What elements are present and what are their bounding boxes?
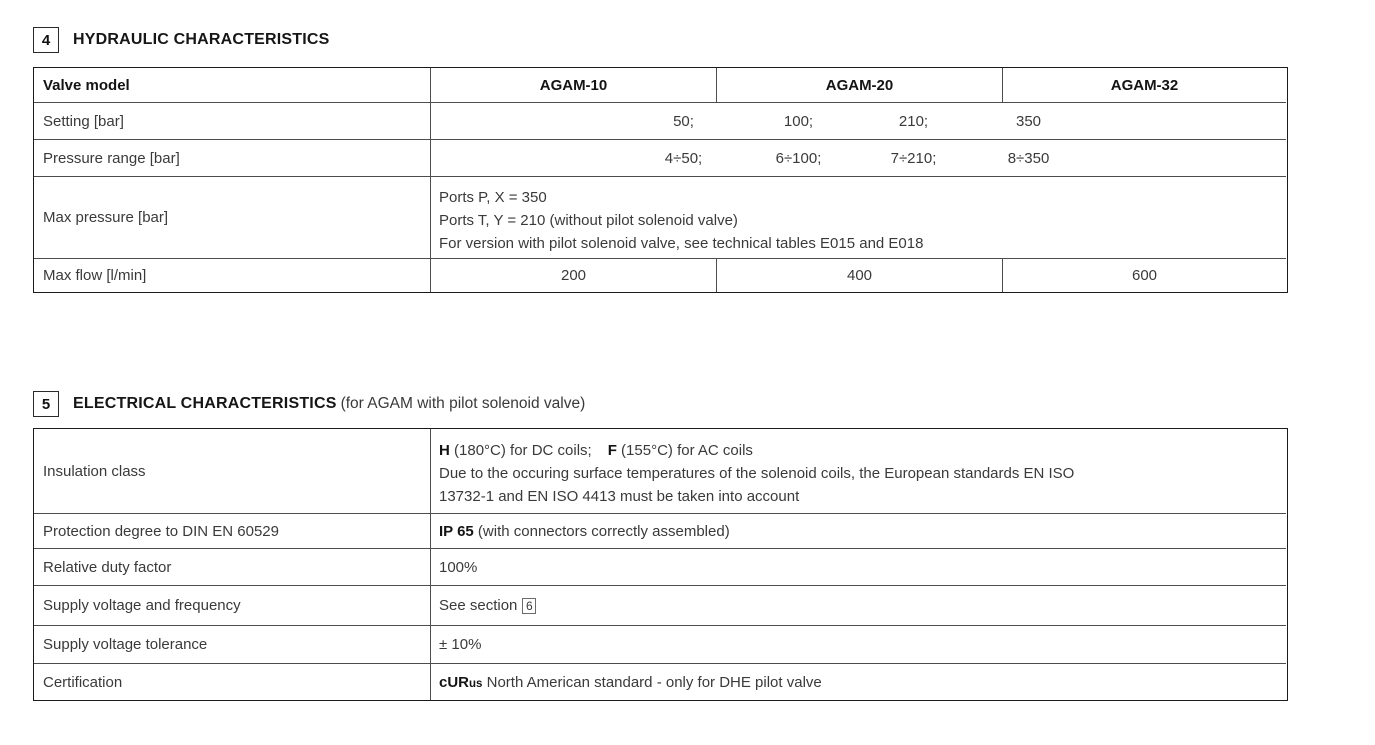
hydraulic-header-agam-20 <box>717 68 1003 103</box>
section-5-subtitle: (for AGAM with pilot solenoid valve) <box>340 395 586 412</box>
certification-label: Certification <box>43 673 123 691</box>
duty-label: Relative duty factor <box>43 558 172 576</box>
max-flow-value-400: 400 <box>846 267 873 284</box>
hydraulic-header-agam-32 <box>1003 68 1286 103</box>
certification-row-value <box>431 664 1286 700</box>
duty-row-label <box>34 549 431 586</box>
tolerance-row-label <box>34 626 431 664</box>
insulation-row-label <box>34 429 431 514</box>
insulation-class-h: H <box>439 442 450 459</box>
section-5-number-box <box>33 391 59 417</box>
duty-value: 100% <box>439 558 478 576</box>
duty-row-value <box>431 549 1286 586</box>
setting-values <box>626 103 1086 139</box>
insulation-line-3: 13732-1 and EN ISO 4413 must be taken into account <box>439 488 800 505</box>
certification-text: North American standard - only for DHE pilot valve <box>482 673 822 691</box>
valve-model-label: Valve model <box>43 76 130 94</box>
tolerance-label: Supply voltage tolerance <box>43 636 208 653</box>
column-agam-32: AGAM-32 <box>1110 76 1179 94</box>
max-flow-value-600: 600 <box>1131 267 1158 284</box>
hydraulic-header-agam-10 <box>431 68 717 103</box>
protection-row-value <box>431 514 1286 549</box>
pressure-range-value-4: 8÷350 <box>1007 149 1050 167</box>
section-5-number: 5 <box>41 395 51 413</box>
insulation-line-2: Due to the occuring surface temperatures of the solenoid coils, the European standards EN ISO <box>439 465 1075 482</box>
setting-value-210: 210; <box>898 112 929 130</box>
certification-row-label <box>34 664 431 700</box>
max-pressure-row-value <box>431 177 1286 259</box>
max-flow-agam-10 <box>431 259 717 292</box>
max-pressure-label: Max pressure [bar] <box>43 209 169 226</box>
max-flow-row-label <box>34 259 431 292</box>
setting-row-values <box>431 103 1286 140</box>
supply-text: See section <box>439 597 518 614</box>
section-6-reference: 6 <box>526 598 533 613</box>
tolerance-row-value <box>431 626 1286 664</box>
supply-row-value <box>431 586 1286 626</box>
hydraulic-header-valve-model <box>34 68 431 103</box>
pressure-range-row-label <box>34 140 431 177</box>
max-flow-agam-20 <box>717 259 1003 292</box>
max-flow-agam-32 <box>1003 259 1286 292</box>
insulation-class-f: F <box>607 442 617 459</box>
protection-ip65: IP 65 <box>439 522 474 540</box>
setting-label: Setting [bar] <box>43 112 124 130</box>
pressure-range-value-1: 4÷50; <box>664 149 703 167</box>
certification-us-mark: us <box>469 677 483 690</box>
max-flow-label: Max flow [l/min] <box>43 267 147 284</box>
setting-value-50: 50; <box>673 112 694 130</box>
electrical-characteristics-table <box>33 428 1288 701</box>
protection-text: (with connectors correctly assembled) <box>473 522 730 540</box>
section-4-title: HYDRAULIC CHARACTERISTICS <box>73 31 330 48</box>
max-pressure-line-2: Ports T, Y = 210 (without pilot solenoid valve) <box>439 211 738 229</box>
pressure-range-label: Pressure range [bar] <box>43 149 180 167</box>
max-pressure-row-label <box>34 177 431 259</box>
section-4-number: 4 <box>41 31 51 49</box>
protection-row-label <box>34 514 431 549</box>
insulation-lines <box>439 434 1278 508</box>
insulation-row-value <box>431 429 1286 514</box>
pressure-range-values <box>626 140 1086 176</box>
insulation-line-1 <box>439 439 1278 462</box>
max-flow-value-200: 200 <box>560 267 587 284</box>
section-5-title: ELECTRICAL CHARACTERISTICS <box>73 395 337 412</box>
section-6-reference-box <box>522 598 536 614</box>
max-pressure-lines <box>439 181 1278 255</box>
section-5-header <box>33 391 585 417</box>
insulation-label: Insulation class <box>43 462 146 480</box>
certification-cur-mark: cUR <box>439 673 470 691</box>
supply-label: Supply voltage and frequency <box>43 597 241 614</box>
protection-label: Protection degree to DIN EN 60529 <box>43 522 279 540</box>
setting-value-100: 100; <box>783 112 814 130</box>
pressure-range-value-2: 6÷100; <box>775 149 822 167</box>
insulation-h-text: (180°C) for DC coils; <box>449 442 592 459</box>
supply-row-label <box>34 586 431 626</box>
pressure-range-row-values <box>431 140 1286 177</box>
insulation-f-text: (155°C) for AC coils <box>616 442 753 459</box>
tolerance-value: ± 10% <box>439 636 482 653</box>
section-4-number-box <box>33 27 59 53</box>
max-pressure-line-3: For version with pilot solenoid valve, see technical tables E015 and E018 <box>439 234 924 252</box>
hydraulic-characteristics-table <box>33 67 1288 293</box>
column-agam-20: AGAM-20 <box>825 76 894 94</box>
pressure-range-value-3: 7÷210; <box>890 149 937 167</box>
column-agam-10: AGAM-10 <box>539 76 608 94</box>
setting-row-label <box>34 103 431 140</box>
setting-value-350: 350 <box>1015 112 1042 130</box>
section-4-header <box>33 27 330 53</box>
max-pressure-line-1: Ports P, X = 350 <box>439 188 547 206</box>
